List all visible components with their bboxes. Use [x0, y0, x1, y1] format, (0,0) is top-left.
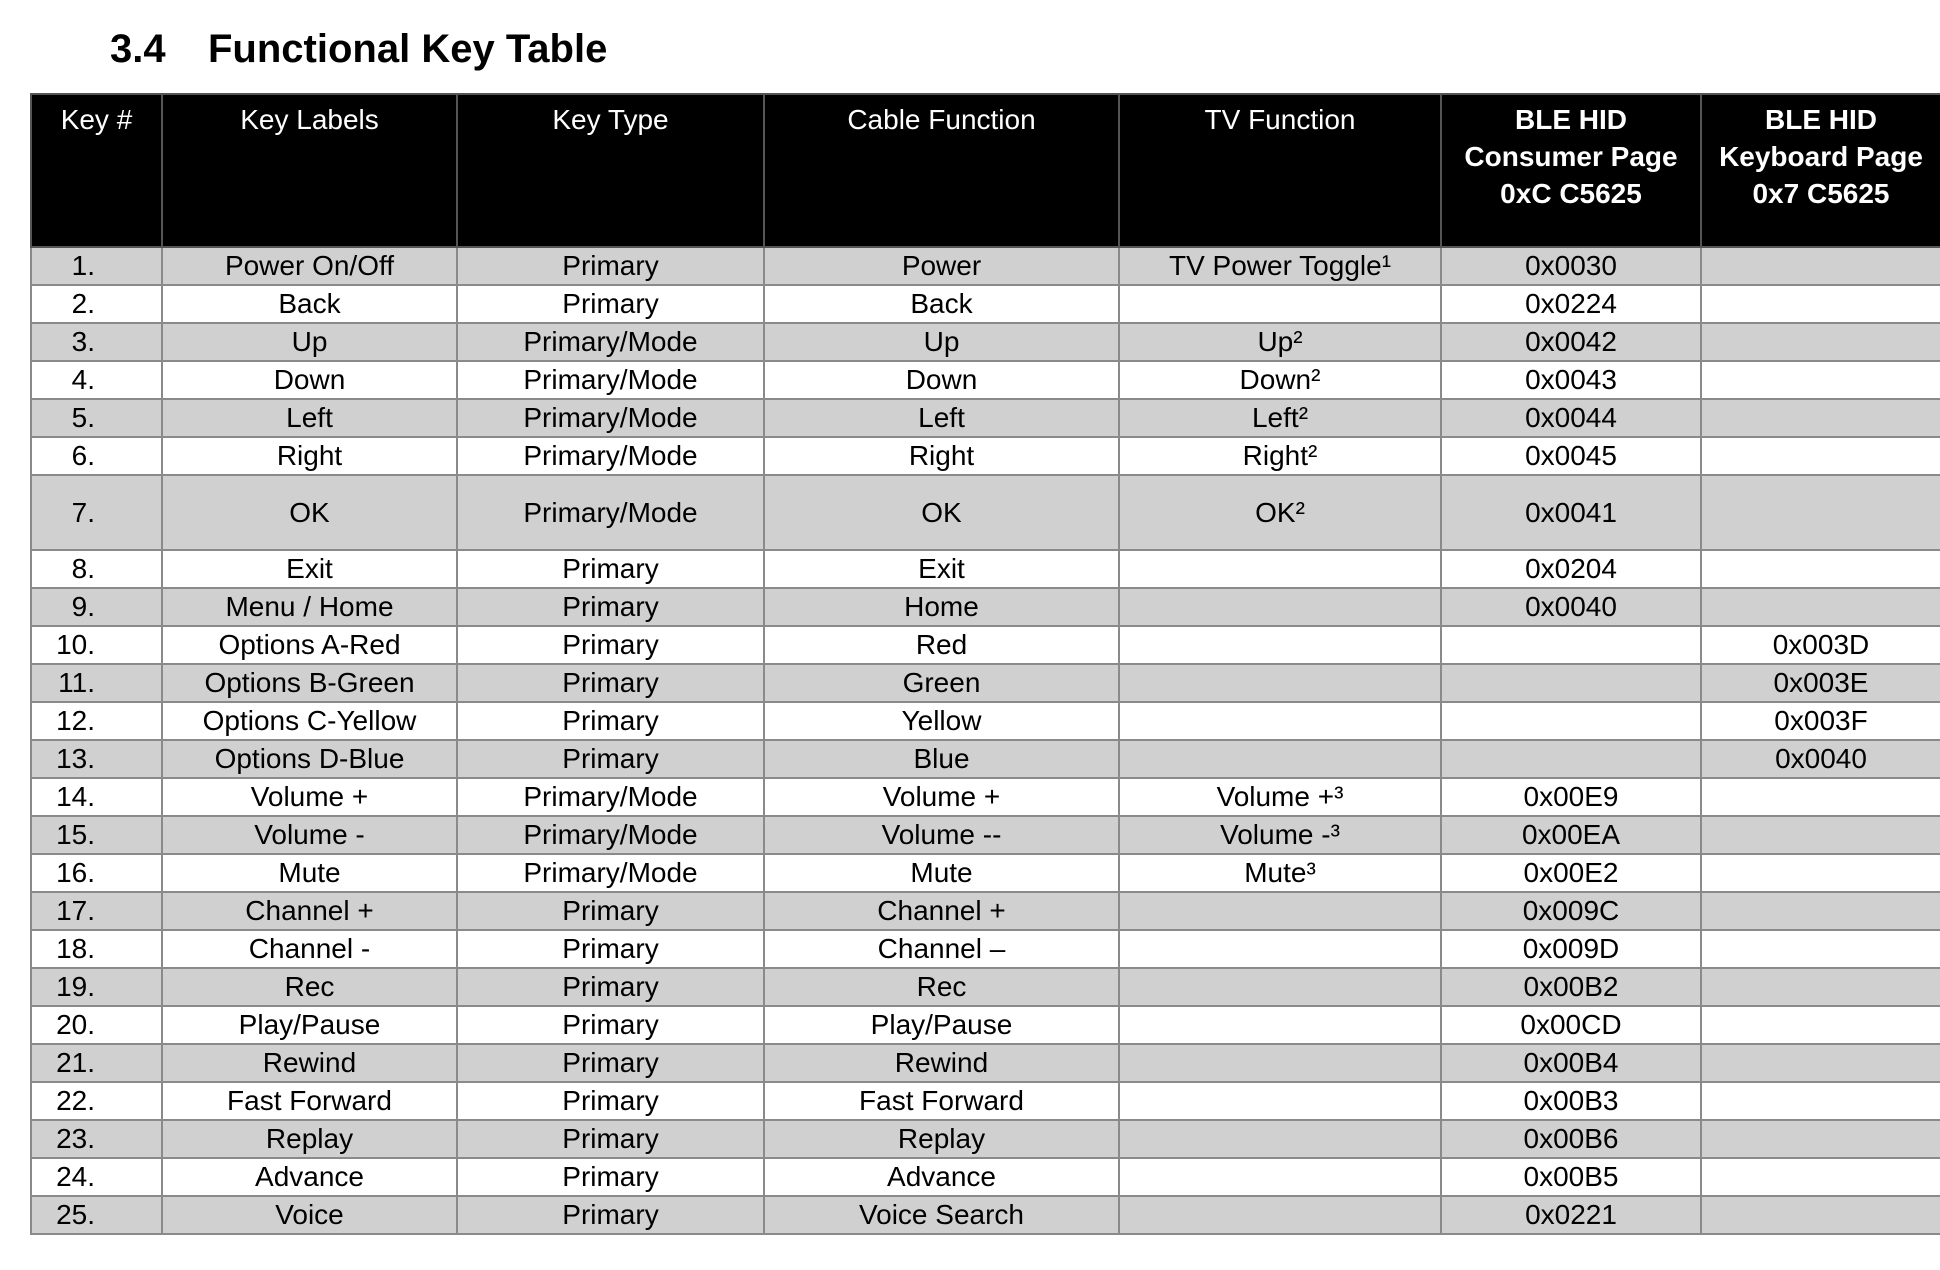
table-row: [31, 778, 1940, 816]
key-number-cell: 13.: [31, 740, 162, 778]
ble-keyboard-code-cell: [1701, 1044, 1940, 1082]
tv-function-cell: [1119, 702, 1441, 740]
ble-keyboard-code-cell: [1701, 437, 1940, 475]
key-label-cell: Fast Forward: [162, 1082, 457, 1120]
ble-keyboard-code-cell: [1701, 1120, 1940, 1158]
key-label-cell: Rec: [162, 968, 457, 1006]
key-number-cell: 15.: [31, 816, 162, 854]
key-number-cell: 21.: [31, 1044, 162, 1082]
ble-keyboard-code-cell: 0x003D: [1701, 626, 1940, 664]
cable-function-cell: Right: [764, 437, 1119, 475]
ble-consumer-code-cell: 0x00B5: [1441, 1158, 1701, 1196]
cable-function-cell: Green: [764, 664, 1119, 702]
key-type-cell: Primary: [457, 1044, 764, 1082]
key-type-cell: Primary: [457, 1196, 764, 1234]
cable-function-cell: Advance: [764, 1158, 1119, 1196]
ble-keyboard-code-cell: [1701, 892, 1940, 930]
ble-keyboard-code-cell: [1701, 285, 1940, 323]
tv-function-cell: OK²: [1119, 475, 1441, 550]
tv-function-cell: Mute³: [1119, 854, 1441, 892]
ble-keyboard-code-cell: [1701, 778, 1940, 816]
key-label-cell: Volume -: [162, 816, 457, 854]
tv-function-cell: [1119, 968, 1441, 1006]
ble-keyboard-code-cell: [1701, 968, 1940, 1006]
functional-key-table: [30, 93, 1940, 1235]
ble-keyboard-code-cell: [1701, 1082, 1940, 1120]
key-label-cell: Up: [162, 323, 457, 361]
table-row: [31, 1196, 1940, 1234]
cable-function-cell: Red: [764, 626, 1119, 664]
ble-consumer-code-cell: 0x0045: [1441, 437, 1701, 475]
key-number-cell: 16.: [31, 854, 162, 892]
table-row: [31, 399, 1940, 437]
ble-consumer-code-cell: 0x009C: [1441, 892, 1701, 930]
ble-consumer-code-cell: [1441, 626, 1701, 664]
ble-consumer-code-cell: 0x00CD: [1441, 1006, 1701, 1044]
key-label-cell: Options B-Green: [162, 664, 457, 702]
key-type-cell: Primary/Mode: [457, 475, 764, 550]
key-type-cell: Primary: [457, 892, 764, 930]
key-number-cell: 7.: [31, 475, 162, 550]
key-number-cell: 11.: [31, 664, 162, 702]
key-number-cell: 8.: [31, 550, 162, 588]
key-label-cell: Play/Pause: [162, 1006, 457, 1044]
key-type-cell: Primary: [457, 588, 764, 626]
ble-consumer-code-cell: 0x0041: [1441, 475, 1701, 550]
key-number-cell: 23.: [31, 1120, 162, 1158]
ble-keyboard-code-cell: 0x003E: [1701, 664, 1940, 702]
ble-consumer-code-cell: 0x00EA: [1441, 816, 1701, 854]
cable-function-cell: Rewind: [764, 1044, 1119, 1082]
cable-function-cell: Blue: [764, 740, 1119, 778]
cable-function-cell: Voice Search: [764, 1196, 1119, 1234]
ble-keyboard-code-cell: 0x0040: [1701, 740, 1940, 778]
key-label-cell: Rewind: [162, 1044, 457, 1082]
tv-function-cell: Volume -³: [1119, 816, 1441, 854]
key-type-cell: Primary: [457, 1006, 764, 1044]
tv-function-cell: [1119, 1006, 1441, 1044]
key-number-cell: 12.: [31, 702, 162, 740]
table-header-row: [31, 94, 1940, 247]
key-number-cell: 9.: [31, 588, 162, 626]
ble-keyboard-code-cell: [1701, 247, 1940, 285]
ble-consumer-code-cell: 0x0044: [1441, 399, 1701, 437]
cable-function-cell: Volume +: [764, 778, 1119, 816]
header-cable-function: Cable Function: [764, 94, 1119, 247]
table-row: [31, 816, 1940, 854]
key-type-cell: Primary: [457, 1082, 764, 1120]
header-key-number: Key #: [31, 94, 162, 247]
table-row: [31, 664, 1940, 702]
tv-function-cell: [1119, 588, 1441, 626]
key-number-cell: 1.: [31, 247, 162, 285]
key-type-cell: Primary: [457, 930, 764, 968]
ble-keyboard-code-cell: [1701, 550, 1940, 588]
table-row: [31, 1006, 1940, 1044]
ble-consumer-code-cell: 0x0043: [1441, 361, 1701, 399]
cable-function-cell: Replay: [764, 1120, 1119, 1158]
key-number-cell: 24.: [31, 1158, 162, 1196]
table-row: [31, 361, 1940, 399]
cable-function-cell: Up: [764, 323, 1119, 361]
key-number-cell: 18.: [31, 930, 162, 968]
tv-function-cell: [1119, 285, 1441, 323]
header-tv-function: TV Function: [1119, 94, 1441, 247]
tv-function-cell: [1119, 1044, 1441, 1082]
ble-keyboard-code-cell: [1701, 930, 1940, 968]
tv-function-cell: [1119, 664, 1441, 702]
tv-function-cell: Up²: [1119, 323, 1441, 361]
key-label-cell: Options C-Yellow: [162, 702, 457, 740]
key-label-cell: Options D-Blue: [162, 740, 457, 778]
cable-function-cell: Down: [764, 361, 1119, 399]
key-type-cell: Primary: [457, 702, 764, 740]
cable-function-cell: Mute: [764, 854, 1119, 892]
key-number-cell: 2.: [31, 285, 162, 323]
tv-function-cell: [1119, 1082, 1441, 1120]
key-number-cell: 25.: [31, 1196, 162, 1234]
table-row: [31, 1158, 1940, 1196]
key-label-cell: Power On/Off: [162, 247, 457, 285]
tv-function-cell: Left²: [1119, 399, 1441, 437]
key-number-cell: 6.: [31, 437, 162, 475]
tv-function-cell: [1119, 1196, 1441, 1234]
table-row: [31, 550, 1940, 588]
section-heading: [110, 22, 607, 76]
cable-function-cell: Exit: [764, 550, 1119, 588]
cable-function-cell: Play/Pause: [764, 1006, 1119, 1044]
key-number-cell: 22.: [31, 1082, 162, 1120]
key-number-cell: 19.: [31, 968, 162, 1006]
key-type-cell: Primary: [457, 740, 764, 778]
key-type-cell: Primary/Mode: [457, 437, 764, 475]
ble-consumer-code-cell: 0x0221: [1441, 1196, 1701, 1234]
table-row: [31, 588, 1940, 626]
key-number-cell: 14.: [31, 778, 162, 816]
key-type-cell: Primary: [457, 285, 764, 323]
key-label-cell: Back: [162, 285, 457, 323]
ble-consumer-code-cell: 0x00B6: [1441, 1120, 1701, 1158]
ble-consumer-code-cell: [1441, 740, 1701, 778]
ble-keyboard-code-cell: [1701, 323, 1940, 361]
key-label-cell: Channel +: [162, 892, 457, 930]
tv-function-cell: [1119, 626, 1441, 664]
tv-function-cell: [1119, 740, 1441, 778]
ble-keyboard-code-cell: 0x003F: [1701, 702, 1940, 740]
key-number-cell: 20.: [31, 1006, 162, 1044]
ble-consumer-code-cell: [1441, 664, 1701, 702]
table-row: [31, 702, 1940, 740]
key-number-cell: 3.: [31, 323, 162, 361]
key-label-cell: Advance: [162, 1158, 457, 1196]
tv-function-cell: [1119, 892, 1441, 930]
ble-consumer-code-cell: [1441, 702, 1701, 740]
table-row: [31, 854, 1940, 892]
key-type-cell: Primary: [457, 664, 764, 702]
header-ble-hid-keyboard: BLE HID Keyboard Page 0x7 C5625: [1701, 94, 1940, 247]
ble-keyboard-code-cell: [1701, 588, 1940, 626]
tv-function-cell: Right²: [1119, 437, 1441, 475]
header-ble-hid-consumer: BLE HID Consumer Page 0xC C5625: [1441, 94, 1701, 247]
tv-function-cell: Down²: [1119, 361, 1441, 399]
key-label-cell: Down: [162, 361, 457, 399]
table-row: [31, 1082, 1940, 1120]
table-row: [31, 475, 1940, 550]
key-type-cell: Primary/Mode: [457, 816, 764, 854]
key-number-cell: 4.: [31, 361, 162, 399]
cable-function-cell: Power: [764, 247, 1119, 285]
ble-consumer-code-cell: 0x00B4: [1441, 1044, 1701, 1082]
cable-function-cell: Left: [764, 399, 1119, 437]
tv-function-cell: [1119, 1158, 1441, 1196]
table-row: [31, 1120, 1940, 1158]
header-key-type: Key Type: [457, 94, 764, 247]
key-type-cell: Primary: [457, 626, 764, 664]
key-type-cell: Primary/Mode: [457, 323, 764, 361]
ble-keyboard-code-cell: [1701, 1158, 1940, 1196]
key-label-cell: Right: [162, 437, 457, 475]
cable-function-cell: Home: [764, 588, 1119, 626]
ble-keyboard-code-cell: [1701, 475, 1940, 550]
table-row: [31, 930, 1940, 968]
ble-keyboard-code-cell: [1701, 816, 1940, 854]
section-number: 3.4: [110, 27, 166, 71]
key-type-cell: Primary/Mode: [457, 399, 764, 437]
ble-consumer-code-cell: 0x00E2: [1441, 854, 1701, 892]
ble-keyboard-code-cell: [1701, 361, 1940, 399]
table-row: [31, 323, 1940, 361]
table-row: [31, 247, 1940, 285]
table-row: [31, 892, 1940, 930]
tv-function-cell: TV Power Toggle¹: [1119, 247, 1441, 285]
key-number-cell: 5.: [31, 399, 162, 437]
tv-function-cell: Volume +³: [1119, 778, 1441, 816]
key-label-cell: Exit: [162, 550, 457, 588]
key-type-cell: Primary: [457, 247, 764, 285]
table-row: [31, 1044, 1940, 1082]
section-title: Functional Key Table: [208, 27, 608, 71]
ble-consumer-code-cell: 0x0030: [1441, 247, 1701, 285]
key-number-cell: 17.: [31, 892, 162, 930]
key-label-cell: Mute: [162, 854, 457, 892]
ble-consumer-code-cell: 0x009D: [1441, 930, 1701, 968]
ble-consumer-code-cell: 0x0042: [1441, 323, 1701, 361]
cable-function-cell: Volume --: [764, 816, 1119, 854]
ble-consumer-code-cell: 0x00B2: [1441, 968, 1701, 1006]
cable-function-cell: Back: [764, 285, 1119, 323]
tv-function-cell: [1119, 550, 1441, 588]
ble-consumer-code-cell: 0x0040: [1441, 588, 1701, 626]
key-label-cell: Volume +: [162, 778, 457, 816]
table-row: [31, 740, 1940, 778]
table-row: [31, 968, 1940, 1006]
key-label-cell: Voice: [162, 1196, 457, 1234]
key-type-cell: Primary: [457, 1158, 764, 1196]
table-body: [31, 247, 1940, 1234]
key-type-cell: Primary: [457, 550, 764, 588]
key-label-cell: OK: [162, 475, 457, 550]
key-number-cell: 10.: [31, 626, 162, 664]
key-type-cell: Primary/Mode: [457, 778, 764, 816]
key-label-cell: Options A-Red: [162, 626, 457, 664]
ble-consumer-code-cell: 0x00E9: [1441, 778, 1701, 816]
cable-function-cell: Rec: [764, 968, 1119, 1006]
ble-keyboard-code-cell: [1701, 1006, 1940, 1044]
ble-consumer-code-cell: 0x0204: [1441, 550, 1701, 588]
cable-function-cell: Channel +: [764, 892, 1119, 930]
key-type-cell: Primary/Mode: [457, 361, 764, 399]
cable-function-cell: OK: [764, 475, 1119, 550]
cable-function-cell: Yellow: [764, 702, 1119, 740]
key-type-cell: Primary: [457, 968, 764, 1006]
ble-keyboard-code-cell: [1701, 854, 1940, 892]
ble-keyboard-code-cell: [1701, 1196, 1940, 1234]
cable-function-cell: Channel –: [764, 930, 1119, 968]
table-row: [31, 437, 1940, 475]
table-row: [31, 285, 1940, 323]
key-label-cell: Replay: [162, 1120, 457, 1158]
key-label-cell: Left: [162, 399, 457, 437]
key-type-cell: Primary/Mode: [457, 854, 764, 892]
tv-function-cell: [1119, 930, 1441, 968]
cable-function-cell: Fast Forward: [764, 1082, 1119, 1120]
header-key-labels: Key Labels: [162, 94, 457, 247]
tv-function-cell: [1119, 1120, 1441, 1158]
ble-consumer-code-cell: 0x00B3: [1441, 1082, 1701, 1120]
ble-keyboard-code-cell: [1701, 399, 1940, 437]
ble-consumer-code-cell: 0x0224: [1441, 285, 1701, 323]
key-label-cell: Channel -: [162, 930, 457, 968]
table-row: [31, 626, 1940, 664]
key-label-cell: Menu / Home: [162, 588, 457, 626]
key-type-cell: Primary: [457, 1120, 764, 1158]
